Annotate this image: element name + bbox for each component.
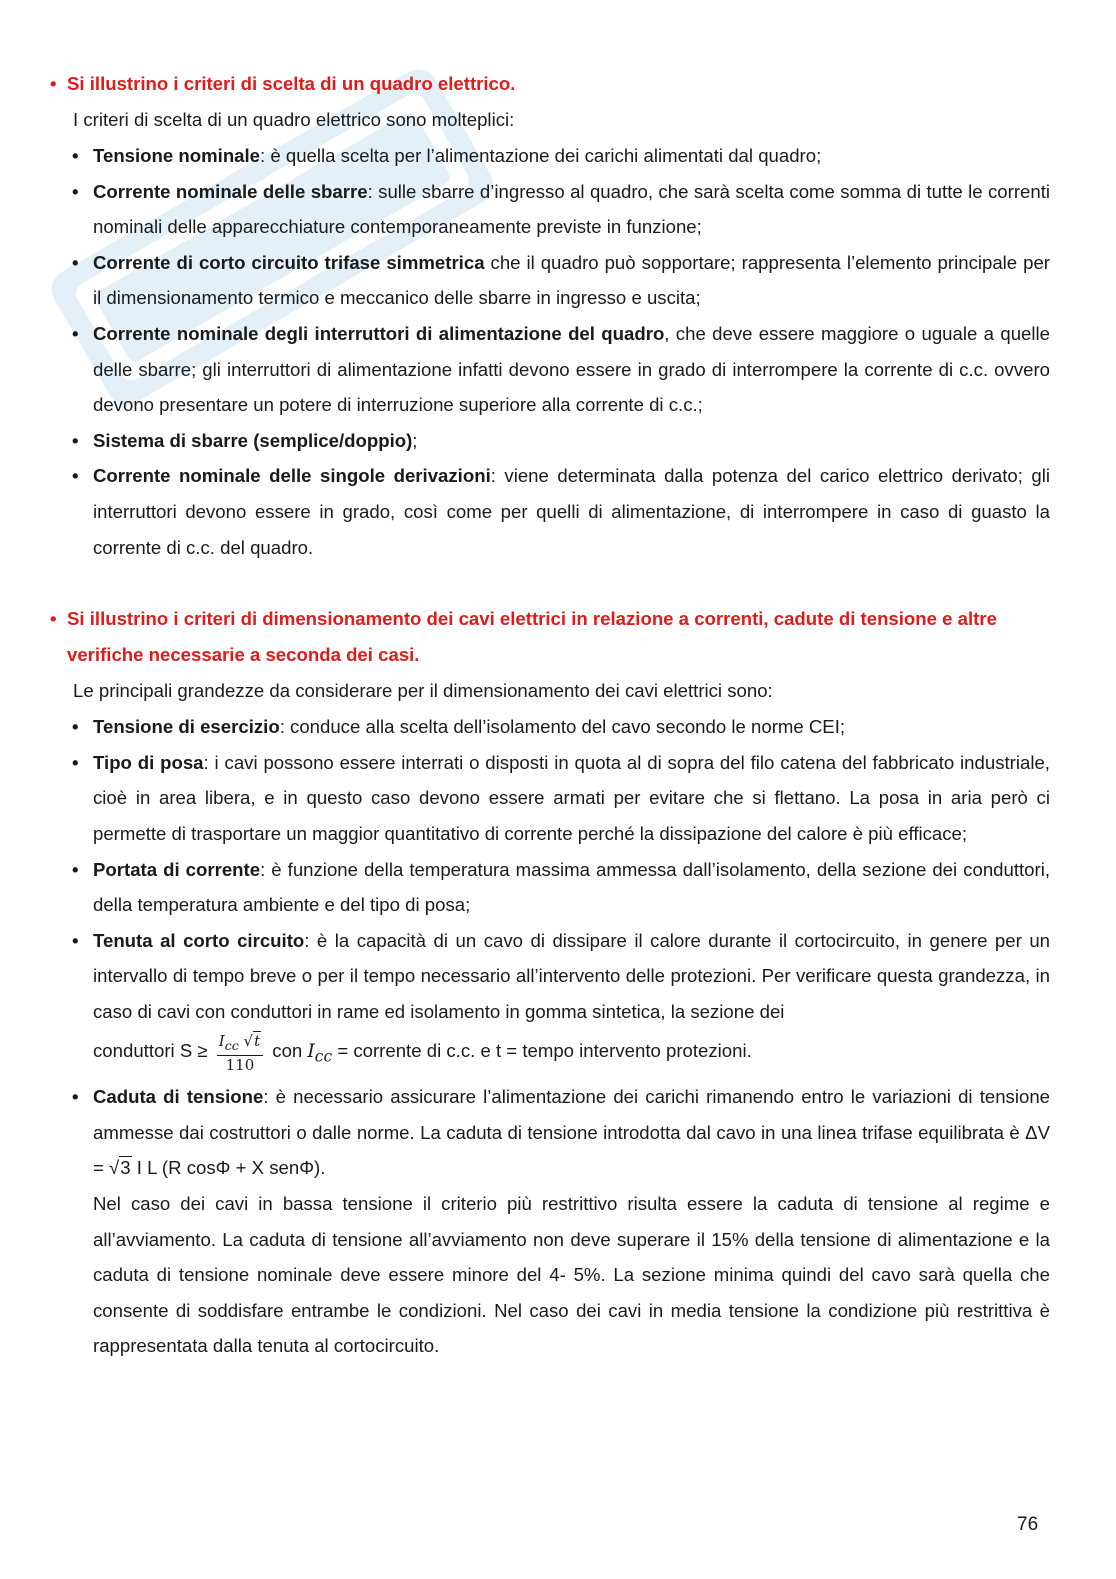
question-heading-1	[50, 66, 1050, 102]
item-label: Tipo di posa	[93, 751, 204, 773]
question-text: Si illustrino i criteri di dimensionamento dei cavi elettrici in relazione a correnti, cadute di tensione e altre verifiche necessarie a seconda dei casi.	[67, 608, 997, 666]
item-label: Corrente di corto circuito trifase simmetrica	[93, 251, 485, 273]
item-label: Corrente nominale degli interruttori di alimentazione del quadro	[93, 322, 665, 344]
bullet-icon: •	[72, 429, 79, 451]
list-item	[50, 852, 1050, 923]
item-text: ;	[412, 429, 418, 451]
formula-suffix: = corrente di c.c. e t = tempo intervento protezioni.	[337, 1040, 752, 1062]
page-content	[50, 66, 1050, 1364]
item-label: Sistema di sbarre (semplice/doppio)	[93, 429, 413, 451]
sqrt-sign: √	[109, 1157, 120, 1179]
formula-prefix: conduttori S ≥	[93, 1040, 208, 1062]
bullet-icon: •	[72, 751, 79, 773]
list-item	[50, 245, 1050, 316]
intro-text: Le principali grandezze da considerare per il dimensionamento dei cavi elettrici sono:	[73, 680, 773, 702]
question-heading-2	[50, 601, 1050, 673]
list-item	[50, 423, 1050, 459]
list-item	[50, 458, 1050, 565]
item-text: : i cavi possono essere interrati o disposti in quota al di sopra del filo catena del fabbricato industriale, cioè in area libera, e in questo caso devono essere armati per evitare che si flettano. La posa in aria però ci permette di trasportare un maggior quantitativo di corrente perché la dissipazione del calore è più efficace;	[93, 751, 1050, 844]
item-text: : è quella scelta per l’alimentazione dei carichi alimentati dal quadro;	[260, 145, 822, 166]
cable-criteria-list	[50, 709, 1050, 1186]
bullet-icon: •	[72, 322, 79, 344]
list-item	[50, 745, 1050, 852]
item-text: : sulle sbarre d’ingresso al quadro, che sarà scelta come somma di tutte le correnti nominali delle apparecchiature contemporaneamente previste in funzione;	[93, 180, 1050, 238]
page-number: 76	[1017, 1514, 1039, 1535]
item-label: Tenuta al corto circuito	[93, 929, 305, 951]
item-text: : viene determinata dalla potenza del carico elettrico derivato; gli interruttori devono essere in grado, così come per quelli di alimentazione, di interrompere in caso di guasto la corrente di c.c. del quadro.	[93, 465, 1051, 558]
bullet-icon: •	[50, 73, 57, 94]
item-text: : è la capacità di un cavo di dissipare il calore durante il cortocircuito, in genere per un intervallo di tempo breve o per il tempo necessario all’intervento delle protezioni. Per verificare questa grandezza, in caso di cavi con conduttori in rame ed isolamento in gomma sintetica, la sezione dei	[93, 929, 1050, 1022]
item-label: Portata di corrente	[93, 858, 261, 880]
list-item	[50, 174, 1050, 245]
item-text: : è necessario assicurare l’alimentazione dei carichi rimanendo entro le variazioni di tensione ammesse dai costruttori o dalle norme. La caduta di tensione introdotta dal cavo in una linea trifase equilibrata è ΔV =	[93, 1086, 1051, 1179]
intro-text: I criteri di scelta di un quadro elettrico sono molteplici:	[73, 109, 515, 130]
bullet-icon: •	[72, 251, 79, 273]
fraction-numerator: $I_{cc}$ √t	[217, 1032, 263, 1056]
item-label: Tensione nominale	[93, 145, 261, 166]
icc-symbol: $I_{cc}$	[307, 1041, 333, 1067]
bullet-icon: •	[50, 608, 57, 630]
formula-rest: I L (R cosΦ + X senΦ).	[131, 1157, 326, 1179]
list-item	[50, 1079, 1050, 1186]
bullet-icon: •	[72, 145, 79, 166]
item-label: Corrente nominale delle sbarre	[93, 180, 368, 202]
question-text: Si illustrino i criteri di scelta di un quadro elettrico.	[67, 73, 516, 94]
caduta-paragraph: Nel caso dei cavi in bassa tensione il criterio più restrittivo risulta essere la caduta di tensione al regime e all’avviamento. La caduta di tensione all’avviamento non deve superare il 15% della tensione di alimentazione e la caduta di tensione nominale deve essere minore del 4- 5%. La sezione minima quindi del cavo sarà quella che consente di soddisfare entrambe le condizioni. Nel caso dei cavi in media tensione la condizione più restrittiva è rappresentata dalla tenuta al cortocircuito.	[93, 1192, 1050, 1357]
item-label: Tensione di esercizio	[93, 716, 280, 738]
item-label: Corrente nominale delle singole derivazioni	[93, 465, 491, 487]
bullet-icon: •	[72, 180, 79, 202]
item-text: , che deve essere maggiore o uguale a quelle delle sbarre; gli interruttori di alimentazione infatti devono essere in grado di interrompere la corrente di c.c. ovvero devono presentare un potere di interruzione superiore alla corrente di c.c.;	[93, 322, 1050, 416]
list-item	[50, 923, 1050, 1080]
item-text: : conduce alla scelta dell’isolamento del cavo secondo le norme CEI;	[279, 716, 846, 738]
fraction-denominator: 110	[225, 1055, 255, 1074]
item-text: : è funzione della temperatura massima ammessa dall’isolamento, della sezione dei conduttori, della temperatura ambiente e del tipo di posa;	[93, 858, 1051, 916]
bullet-icon: •	[72, 1086, 79, 1108]
bullet-icon: •	[72, 465, 79, 487]
item-label: Caduta di tensione	[93, 1086, 264, 1108]
list-item	[50, 138, 1050, 174]
bullet-icon: •	[72, 716, 79, 738]
list-item	[50, 709, 1050, 745]
formula-con: con	[272, 1040, 303, 1062]
item-text: che il quadro può sopportare; rappresenta l’elemento principale per il dimensionamento termico e meccanico delle sbarre in ingresso e uscita;	[93, 251, 1050, 309]
list-item	[50, 316, 1050, 423]
bullet-icon: •	[72, 858, 79, 880]
bullet-icon: •	[72, 929, 79, 951]
sqrt-value: 3	[120, 1157, 131, 1179]
fraction	[217, 1032, 263, 1074]
criteria-list	[50, 138, 1050, 565]
formula-line	[93, 1029, 1050, 1079]
